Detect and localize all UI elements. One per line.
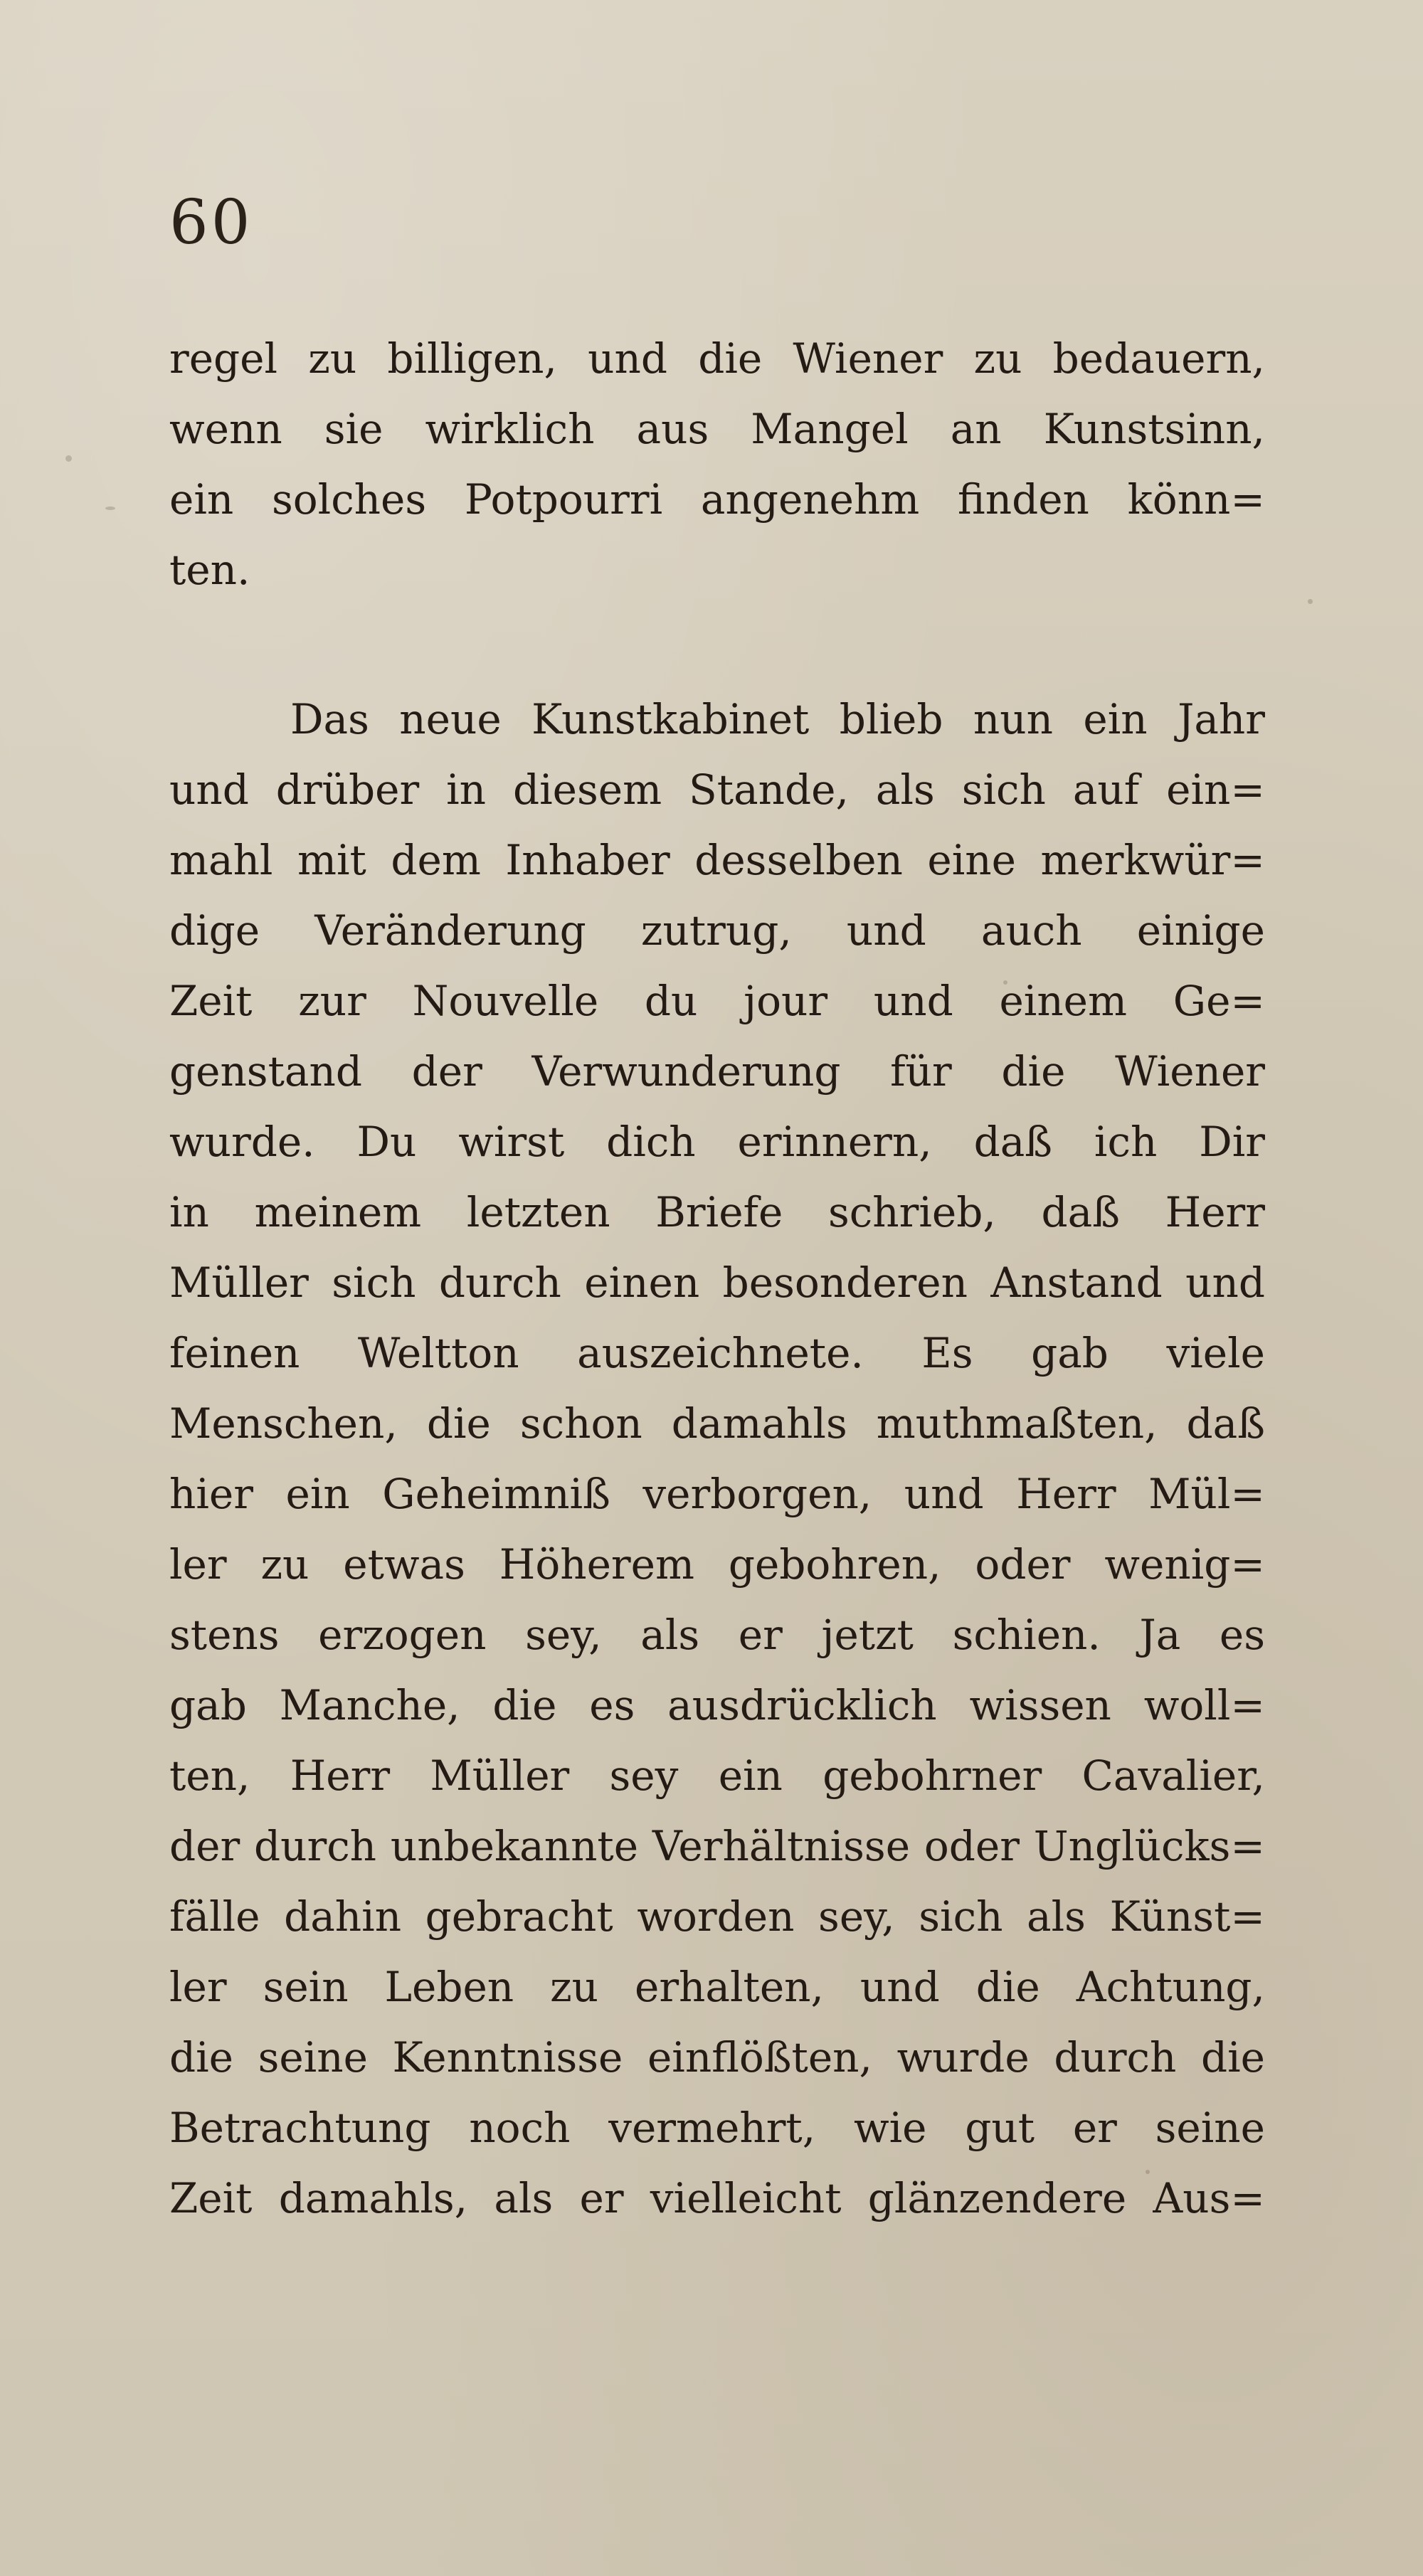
text-line: Zeit zur Nouvelle du jour und einem Ge= <box>169 977 1265 1025</box>
text-line: regel zu billigen, und die Wiener zu bedauern, <box>169 334 1265 383</box>
text-line: dige Veränderung zutrug, und auch einige <box>169 906 1265 955</box>
paper-spot <box>65 455 72 462</box>
text-line: und drüber in diesem Stande, als sich auf ein= <box>169 765 1265 814</box>
text-line: ler zu etwas Höherem gebohren, oder wenig= <box>169 1540 1265 1589</box>
text-line: gab Manche, die es ausdrücklich wissen woll= <box>169 1681 1265 1729</box>
text-line: Menschen, die schon damahls muthmaßten, daß <box>169 1399 1265 1448</box>
paragraph-1 <box>169 324 1265 605</box>
text-line: Müller sich durch einen besonderen Anstand und <box>169 1258 1265 1307</box>
text-line: fälle dahin gebracht worden sey, sich als Künst= <box>169 1892 1265 1941</box>
text-line: ten. <box>169 546 250 594</box>
text-line: Das neue Kunstkabinet blieb nun ein Jahr <box>290 695 1265 743</box>
text-line: wenn sie wirklich aus Mangel an Kunstsinn, <box>169 405 1265 453</box>
text-line: Betrachtung noch vermehrt, wie gut er seine <box>169 2104 1265 2152</box>
text-line: hier ein Geheimniß verborgen, und Herr Mül= <box>169 1470 1265 1518</box>
text-line: feinen Weltton auszeichnete. Es gab viele <box>169 1329 1265 1377</box>
page-number: 60 <box>169 187 253 258</box>
text-line: genstand der Verwunderung für die Wiener <box>169 1047 1265 1096</box>
text-line: Zeit damahls, als er vielleicht glänzendere Aus= <box>169 2174 1265 2222</box>
text-line: der durch unbekannte Verhältnisse oder Unglücks= <box>169 1822 1265 1870</box>
paper-spot <box>1308 599 1313 604</box>
paper-spot <box>105 507 115 510</box>
text-line: ein solches Potpourri angenehm finden könn= <box>169 475 1265 524</box>
text-line: ler sein Leben zu erhalten, und die Achtung, <box>169 1963 1265 2011</box>
text-line: die seine Kenntnisse einflößten, wurde durch die <box>169 2033 1265 2082</box>
text-line: in meinem letzten Briefe schrieb, daß Herr <box>169 1188 1265 1236</box>
text-line: wurde. Du wirst dich erinnern, daß ich Dir <box>169 1118 1265 1166</box>
page-text <box>169 324 1265 2234</box>
text-line: stens erzogen sey, als er jetzt schien. Ja es <box>169 1611 1265 1659</box>
text-line: ten, Herr Müller sey ein gebohrner Cavalier, <box>169 1751 1265 1800</box>
text-line: mahl mit dem Inhaber desselben eine merkwür= <box>169 836 1265 884</box>
paragraph-2 <box>169 684 1265 2234</box>
